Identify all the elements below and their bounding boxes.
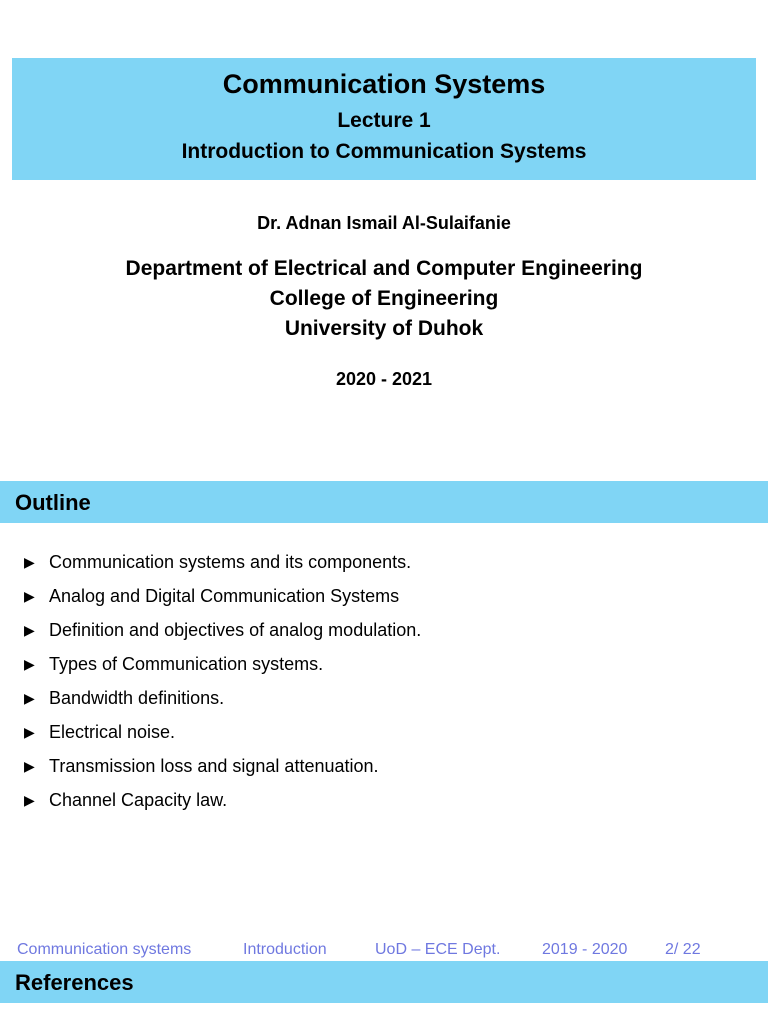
- triangle-right-icon: ▶: [24, 656, 35, 672]
- university-name: University of Duhok: [284, 317, 484, 340]
- list-item: [24, 545, 421, 579]
- academic-year: 2020 - 2021: [335, 369, 433, 389]
- slide-title: Communication Systems: [222, 69, 546, 99]
- footer-section-link[interactable]: Introduction: [243, 941, 327, 958]
- lecture-number: Lecture 1: [337, 109, 431, 132]
- lecture-subtitle: Introduction to Communication Systems: [181, 140, 587, 163]
- list-item: [24, 783, 421, 817]
- triangle-right-icon: ▶: [24, 554, 35, 570]
- list-item-text: Definition and objectives of analog modulation.: [49, 620, 422, 640]
- list-item: [24, 715, 421, 749]
- list-item-text: Bandwidth definitions.: [49, 688, 225, 708]
- list-item-text: Analog and Digital Communication Systems: [49, 586, 400, 606]
- references-heading: References: [15, 970, 134, 995]
- title-box: [12, 58, 756, 180]
- department-name: Department of Electrical and Computer Engineering: [125, 257, 643, 280]
- list-item-text: Channel Capacity law.: [49, 790, 228, 810]
- list-item-text: Types of Communication systems.: [49, 654, 324, 674]
- college-name: College of Engineering: [269, 287, 499, 310]
- footer-page-number[interactable]: 2/ 22: [665, 941, 701, 958]
- list-item-text: Transmission loss and signal attenuation.: [49, 756, 379, 776]
- list-item: [24, 749, 421, 783]
- outline-header: [0, 481, 768, 523]
- slide-footer: [0, 940, 768, 960]
- triangle-right-icon: ▶: [24, 724, 35, 740]
- list-item: [24, 681, 421, 715]
- footer-year-link[interactable]: 2019 - 2020: [542, 941, 628, 958]
- triangle-right-icon: ▶: [24, 758, 35, 774]
- outline-heading: Outline: [15, 490, 91, 515]
- footer-course-link[interactable]: Communication systems: [17, 941, 192, 958]
- list-item: [24, 613, 421, 647]
- footer-institution-link[interactable]: UoD – ECE Dept.: [375, 941, 501, 958]
- author-name: Dr. Adnan Ismail Al-Sulaifanie: [257, 213, 511, 233]
- list-item: [24, 579, 421, 613]
- triangle-right-icon: ▶: [24, 690, 35, 706]
- triangle-right-icon: ▶: [24, 792, 35, 808]
- outline-list: [24, 545, 421, 817]
- references-header: [0, 961, 768, 1003]
- list-item-text: Electrical noise.: [49, 722, 176, 742]
- list-item: [24, 647, 421, 681]
- list-item-text: Communication systems and its components.: [49, 552, 412, 572]
- triangle-right-icon: ▶: [24, 588, 35, 604]
- triangle-right-icon: ▶: [24, 622, 35, 638]
